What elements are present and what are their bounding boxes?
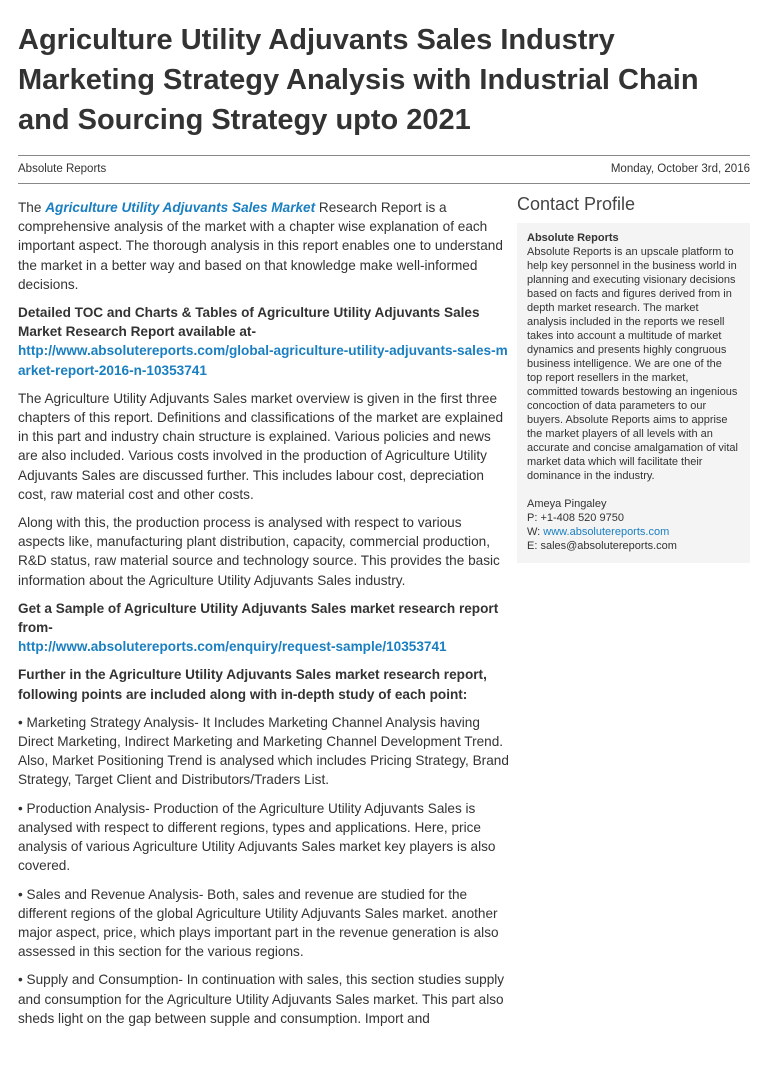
sample-section <box>18 599 512 657</box>
bullet-item: • Supply and Consumption- In continuation with sales, this section studies supply and consumption for the Agriculture Utility Adjuvants Sales market. This part also sheds light on the gap between supple and consumption. Import and <box>18 972 505 1026</box>
contact-heading: Contact Profile <box>517 194 636 214</box>
toc-link[interactable]: http://www.absolutereports.com/global-agriculture-utility-adjuvants-sales-market-report-2016-n-10353741 <box>18 343 508 378</box>
contact-email: E: sales@absolutereports.com <box>527 540 677 552</box>
intro-pre: The <box>18 200 46 215</box>
publish-date: Monday, October 3rd, 2016 <box>610 163 750 175</box>
toc-heading: Detailed TOC and Charts & Tables of Agriculture Utility Adjuvants Sales Market Research Report available at- <box>18 305 480 340</box>
keyword-link[interactable]: Agriculture Utility Adjuvants Sales Market <box>45 200 316 215</box>
sample-heading: Get a Sample of Agriculture Utility Adjuvants Sales market research report from- <box>18 600 499 636</box>
process-paragraph: Along with this, the production process is analysed with respect to various aspects like, manufacturing plant distribution, capacity, commercial production, R&D status, raw material source and technology source. This provides the basic information about the Agriculture Utility Adjuvants Sales industry. <box>18 515 500 588</box>
contact-phone: P: +1-408 520 9750 <box>527 512 624 524</box>
bullet-item: • Marketing Strategy Analysis- It Includes Marketing Channel Analysis having Direct Marketing, Indirect Marketing and Marketing Channel Development Trend. Also, Market Positioning Trend is analysed which includes Pricing Strategy, Brand Strategy, Target Client and Distributors/Traders List. <box>18 714 509 788</box>
publisher: Absolute Reports <box>18 163 107 175</box>
bullet-item: • Sales and Revenue Analysis- Both, sales and revenue are studied for the different regions of the global Agriculture Utility Adjuvants Sales market. another major aspect, price, which plays important part in the revenue generation is also assessed in this section for the various regions. <box>18 886 499 960</box>
sample-link[interactable]: http://www.absolutereports.com/enquiry/request-sample/10353741 <box>18 639 447 655</box>
contact-name: Ameya Pingaley <box>527 498 607 510</box>
divider <box>18 155 750 156</box>
contact-box <box>517 223 750 563</box>
overview-paragraph: The Agriculture Utility Adjuvants Sales market overview is given in the first three chapters of this report. Definitions and classifications of the market are explained in this part and industry chain structure is explained. Various policies and news are also included. Various costs involved in the production of Agriculture Utility Adjuvants Sales are discussed further. This includes labour cost, depreciation cost, raw material cost and other costs. <box>18 390 504 502</box>
intro-post: Research Report is a comprehensive analysis of the market with a chapter wise explanation of each important aspect. The thorough analysis in this report enables one to understand the market in a better way and based on that knowledge make well-informed decisions. <box>18 200 503 292</box>
toc-section <box>18 303 512 380</box>
intro-paragraph <box>18 198 512 294</box>
article-body <box>18 198 512 1037</box>
contact-web <box>527 525 740 539</box>
contact-profile <box>517 194 750 563</box>
divider <box>18 183 750 184</box>
contact-about: Absolute Reports is an upscale platform to help key personnel in the business world in planning and executing visionary decisions based on facts and figures derived from in depth market research. The market analysis included in the reports we resell takes into account a multitude of market dynamics and presents highly congruous business intelligence. We are one of the top report resellers in the market, committed towards bestowing an ingenious concoction of data parameters to our buyers. Absolute Reports aims to apprise the market players of all levels with an accurate and concise amalgamation of vital market data which will facilitate their dominance in the industry. <box>527 246 738 482</box>
bullet-item: • Production Analysis- Production of the Agriculture Utility Adjuvants Sales is analysed with respect to different regions, types and applications. Here, price analysis of various Agriculture Utility Adjuvants Sales market key players is also covered. <box>18 800 496 874</box>
website-link[interactable]: www.absolutereports.com <box>543 526 670 538</box>
further-heading: Further in the Agriculture Utility Adjuvants Sales market research report, following points are included along with in-depth study of each point: <box>18 667 487 702</box>
web-label: W: <box>527 526 544 538</box>
contact-company: Absolute Reports <box>527 232 619 244</box>
page-title: Agriculture Utility Adjuvants Sales Industry Marketing Strategy Analysis with Industrial Chain and Sourcing Strategy upto 2021 <box>18 24 699 136</box>
